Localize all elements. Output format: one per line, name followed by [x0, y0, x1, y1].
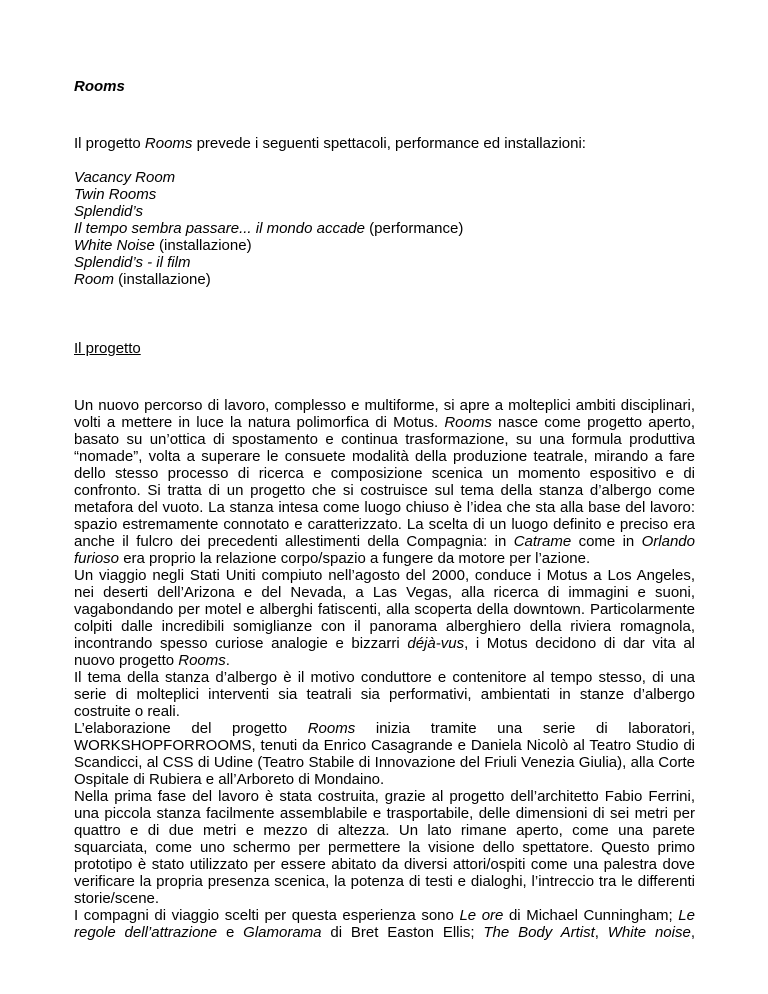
show-title: Twin Rooms — [74, 186, 157, 203]
show-title: Room — [74, 271, 115, 288]
italic-run: Glamorama — [243, 924, 322, 941]
text-run: nasce come progetto aperto, basato su un’ottica di spostamento e continua trasformazione, su una formula produttiva “nomade”, volta a superare le consuete modalità della produzione teatrale, mirando a fare dello stesso processo di ricerca e composizione scenica un momento espositivo e di confronto. Si tratta di un progetto che si costruisce sul tema della stanza d’albergo come metafora del vuoto. La stanza intesa come luogo chiuso è l’idea che sta alla base del lavoro: spazio estremamente connotato e caratterizzato. La scelta di un luogo definito e preciso era anche il fulcro dei precedenti allestimenti della Compagnia: in — [74, 414, 696, 550]
paragraph-3: Il tema della stanza d’albergo è il motivo conduttore e contenitore al tempo stesso, di una serie di molteplici interventi sia teatrali sia performativi, ambientati in stanze d’albergo costruite o reali. — [74, 669, 695, 720]
italic-run: Rooms — [178, 652, 226, 669]
document-page — [74, 78, 695, 941]
show-title: Splendid’s - il film — [74, 254, 191, 271]
paragraph-4 — [74, 720, 695, 788]
italic-run: Rooms — [444, 414, 492, 431]
text-run: di Michael Cunningham; — [503, 907, 679, 924]
text-run: Un nuovo percorso di lavoro, complesso e multiforme, si apre a molteplici ambiti disciplinari, volti a mettere in luce la natura polimorfica di Motus. — [74, 397, 695, 431]
italic-run: Le regole dell’attrazione — [74, 907, 695, 941]
show-note: (installazione) — [154, 237, 252, 254]
show-title: Splendid’s — [74, 203, 143, 220]
intro-title: Rooms — [144, 135, 193, 152]
list-item — [74, 254, 695, 271]
text-run: era proprio la relazione corpo/spazio a fungere da motore per l’azione. — [119, 550, 591, 567]
body-text — [74, 397, 695, 941]
show-note: (installazione) — [114, 271, 211, 288]
italic-run: The Body Artist — [483, 924, 595, 941]
italic-run: Le ore — [459, 907, 504, 924]
paragraph-6 — [74, 907, 695, 941]
show-note: (performance) — [364, 220, 464, 237]
italic-run: déjà-vus — [407, 635, 465, 652]
paragraph-5: Nella prima fase del lavoro è stata costruita, grazie al progetto dell’architetto Fabio Ferrini, una piccola stanza facilmente assemblabile e trasportabile, delle dimensioni di sei metri per quattro e di due metri e mezzo di altezza. Un lato rimane aperto, come una parete squarciata, come uno schermo per permettere la visione dello spettatore. Questo primo prototipo è stato utilizzato per essere abitato da diversi attori/ospiti come una palestra dove verificare la propria presenza scenica, la potenza di testi e dialoghi, l’intreccio tra le differenti storie/scene. — [74, 788, 695, 907]
show-title: Il tempo sembra passare... il mondo accade — [74, 220, 365, 237]
text-run: come in — [571, 533, 642, 550]
paragraph-1 — [74, 397, 695, 567]
text-run: , — [594, 924, 608, 941]
text-run: L’elaborazione del progetto — [74, 720, 308, 737]
list-item — [74, 186, 695, 203]
intro-text: Il progetto — [74, 135, 145, 152]
shows-list — [74, 169, 695, 288]
intro-paragraph — [74, 135, 695, 152]
text-run: inizia tramite una serie di laboratori, WORKSHOPFORROOMS, tenuti da Enrico Casagrande e Daniela Nicolò al Teatro Studio di Scandicci, al CSS di Udine (Teatro Stabile di Innovazione del Friuli Venezia Giulia), alla Corte Ospitale di Rubiera e all’Arboreto di Mondaino. — [74, 720, 695, 788]
italic-run: Catrame — [513, 533, 572, 550]
list-item — [74, 237, 695, 254]
text-run: , — [690, 924, 695, 941]
paragraph-2 — [74, 567, 695, 669]
show-title: White Noise — [74, 237, 155, 254]
list-item — [74, 220, 695, 237]
section-heading: Il progetto — [74, 340, 141, 357]
intro-text-end: prevede i seguenti spettacoli, performance ed installazioni: — [192, 135, 586, 152]
list-item — [74, 169, 695, 186]
text-run: . — [225, 652, 230, 669]
text-run: e — [217, 924, 244, 941]
text-run: , i Motus decidono di dar vita al nuovo progetto — [74, 635, 695, 669]
list-item — [74, 271, 695, 288]
italic-run: Rooms — [307, 720, 356, 737]
list-item — [74, 203, 695, 220]
text-run: Un viaggio negli Stati Uniti compiuto nell’agosto del 2000, conduce i Motus a Los Angeles, nei deserti dell’Arizona e del Nevada, a Las Vegas, alla ricerca di immagini e suoni, vagabondando per motel e alberghi fatiscenti, alla scoperta della downtown. Particolarmente colpiti dalle incredibili somiglianze con il panorama alberghiero della riviera romagnola, incontrando spesso curiose analogie e bizzarri — [74, 567, 695, 652]
text-run: di Bret Easton Ellis; — [321, 924, 484, 941]
show-title: Vacancy Room — [74, 169, 176, 186]
italic-run: Orlando furioso — [74, 533, 695, 567]
text-run: I compagni di viaggio scelti per questa esperienza sono — [74, 907, 460, 924]
italic-run: White noise — [607, 924, 691, 941]
document-title: Rooms — [74, 78, 125, 95]
